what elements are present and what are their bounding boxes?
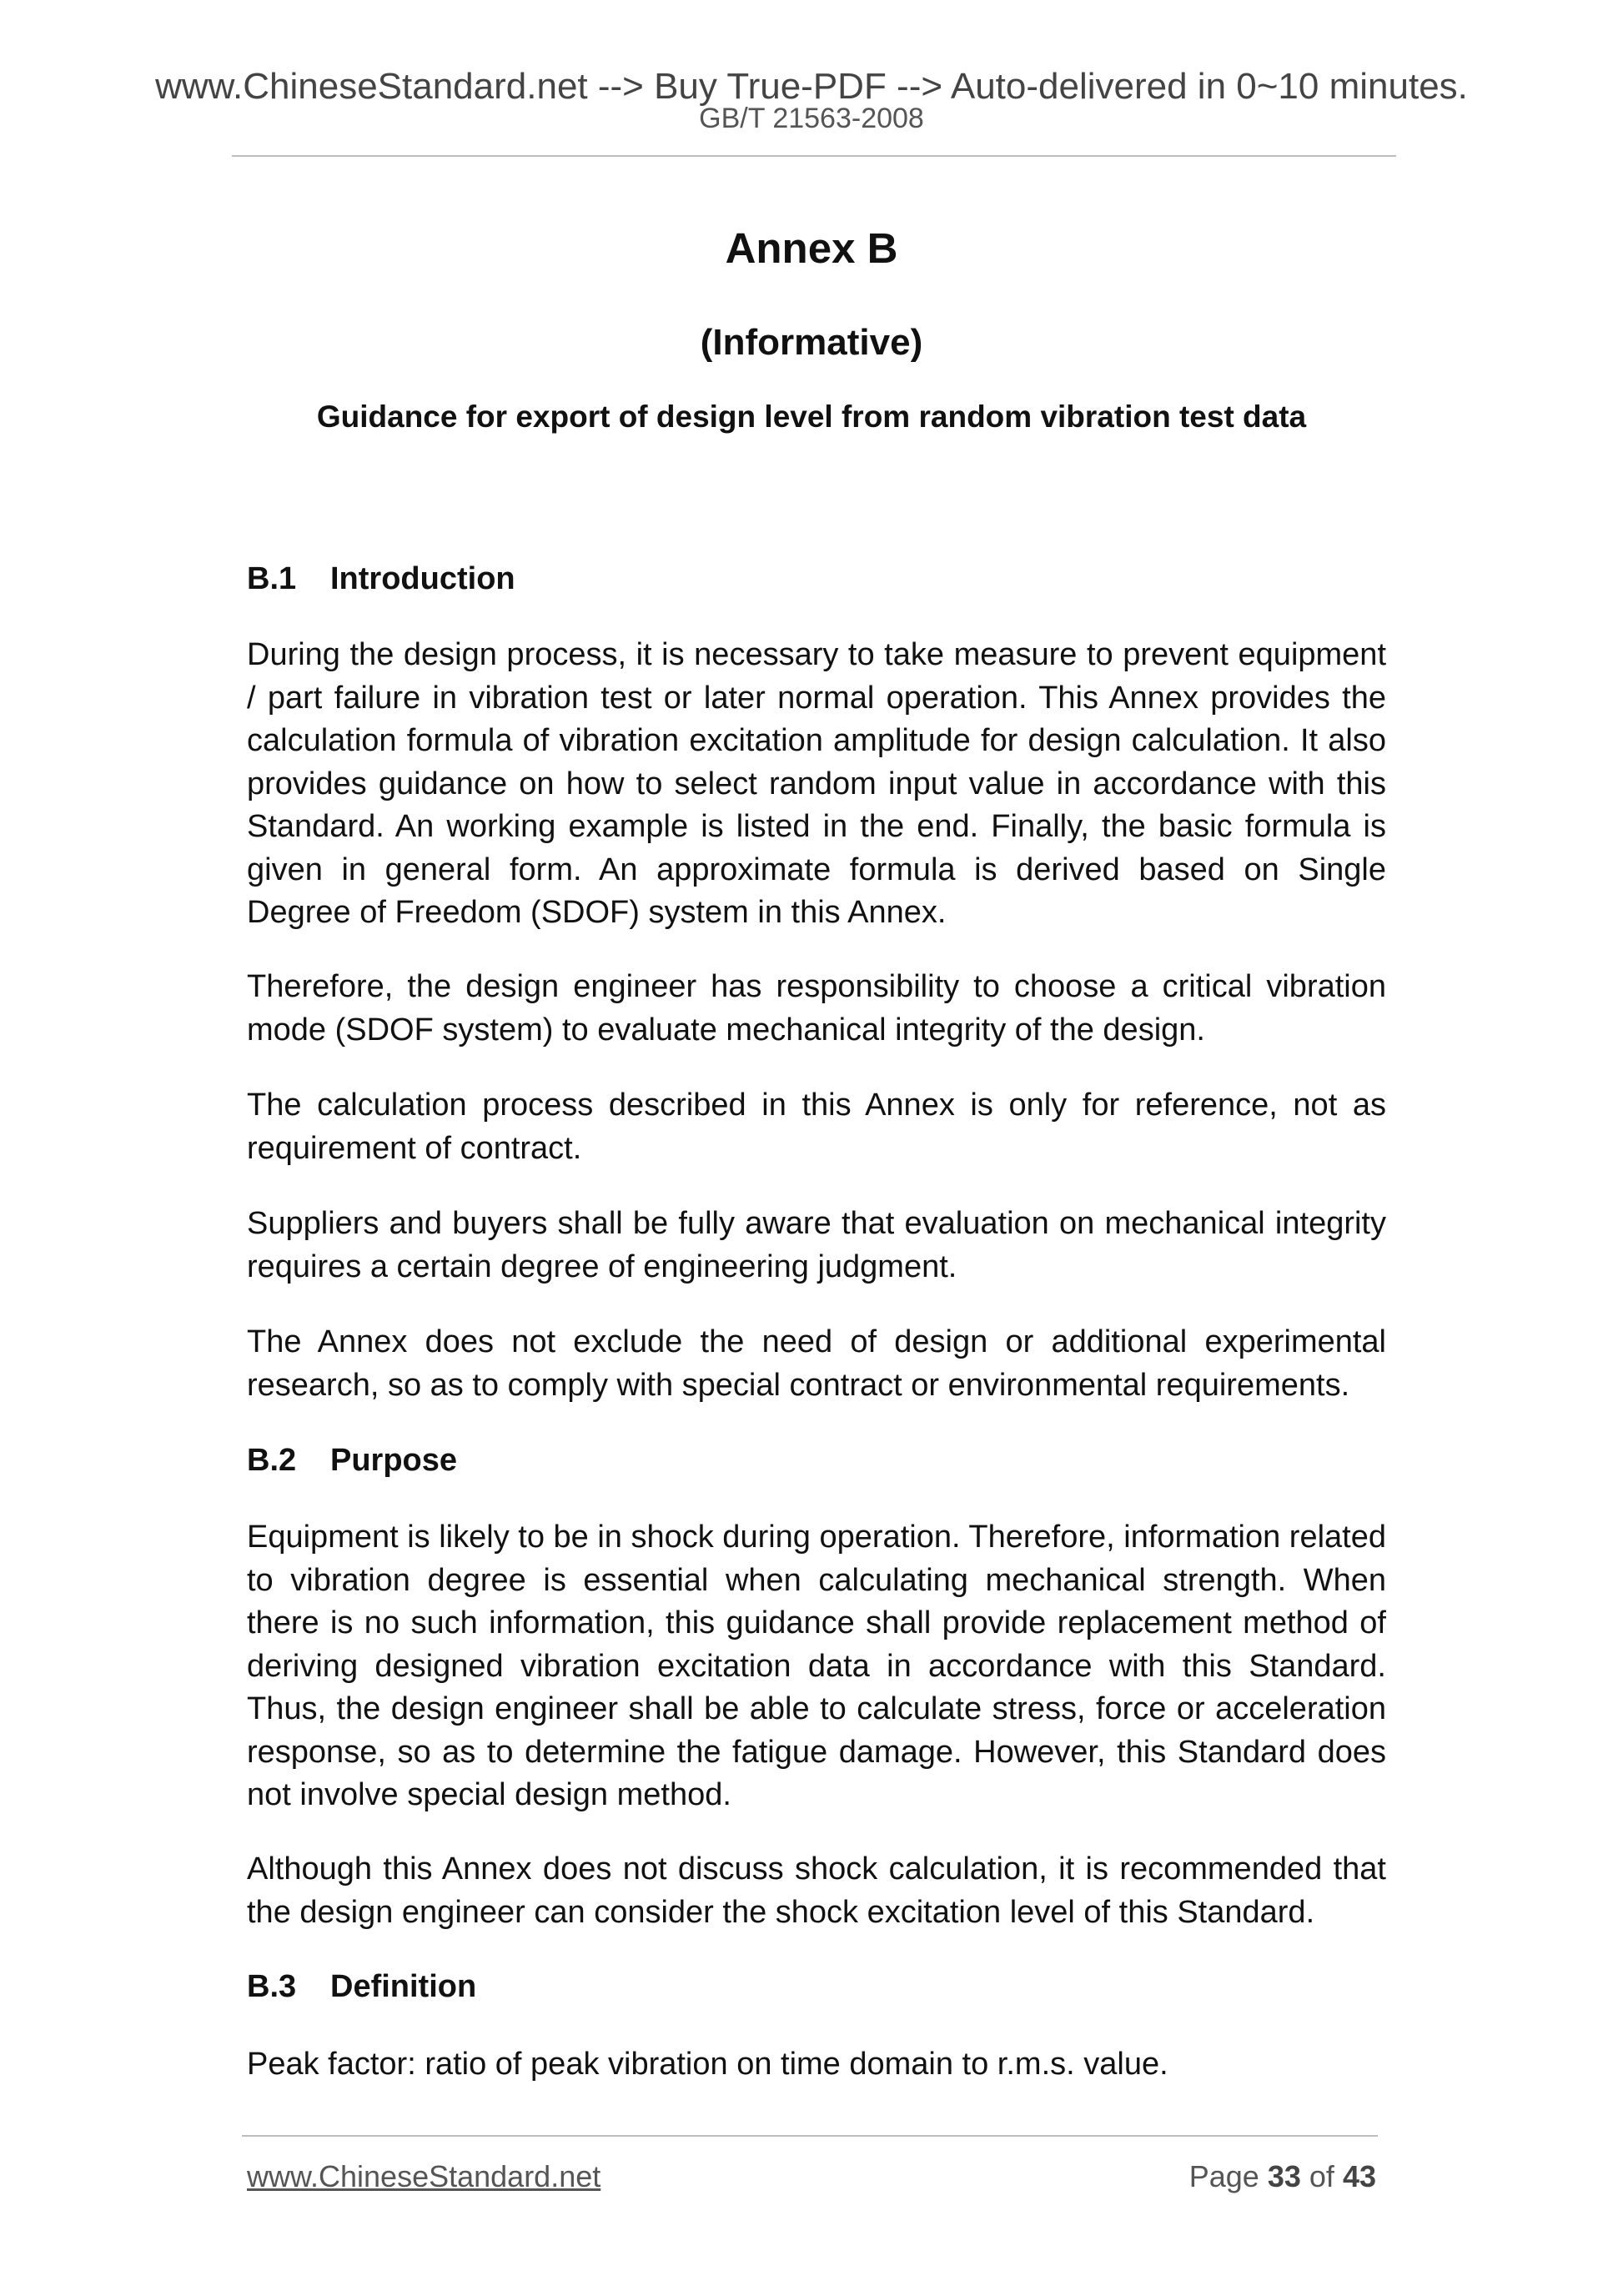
page-indicator	[1189, 2158, 1376, 2195]
section-heading-b2	[247, 1442, 457, 1479]
annex-title: Annex B	[725, 224, 898, 272]
paragraph: Suppliers and buyers shall be fully aware that evaluation on mechanical integrity requires a certain degree of engineering judgment.	[247, 1206, 1386, 1284]
document-code: GB/T 21563-2008	[699, 103, 924, 134]
section-heading-b3	[247, 1968, 476, 2005]
section-number: B.2	[247, 1443, 297, 1478]
page-word: Page	[1188, 2159, 1259, 2193]
section-title: Introduction	[330, 561, 515, 596]
page-total: 43	[1342, 2159, 1376, 2193]
footer-website-link[interactable]: www.ChineseStandard.net	[247, 2159, 601, 2193]
section-heading-b1	[247, 560, 515, 597]
header-banner[interactable]: www.ChineseStandard.net --> Buy True-PDF --> Auto-delivered in 0~10 minutes.	[155, 66, 1468, 107]
paragraph: The Annex does not exclude the need of design or additional experimental research, so as to comply with special contract or environmental requirements.	[247, 1324, 1386, 1403]
section-title: Definition	[330, 1969, 477, 2004]
page-current: 33	[1267, 2159, 1301, 2193]
footer-divider	[242, 2135, 1378, 2137]
annex-description: Guidance for export of design level from random vibration test data	[316, 399, 1307, 434]
section-number: B.1	[247, 561, 297, 596]
paragraph: Although this Annex does not discuss shock calculation, it is recommended that the design engineer can consider the shock excitation level of this Standard.	[247, 1851, 1386, 1930]
paragraph: Therefore, the design engineer has responsibility to choose a critical vibration mode (SDOF system) to evaluate mechanical integrity of the design.	[247, 969, 1386, 1048]
paragraph: During the design process, it is necessary to take measure to prevent equipment / part failure in vibration test or later normal operation. This Annex provides the calculation formula of vibration excitation amplitude for design calculation. It also provides guidance on how to select random input value in accordance with this Standard. An working example is listed in the end. Finally, the basic formula is given in general form. An approximate formula is derived based on Single Degree of Freedom (SDOF) system in this Annex.	[247, 637, 1386, 930]
paragraph: Equipment is likely to be in shock during operation. Therefore, information related to vibration degree is essential when calculating mechanical strength. When there is no such information, this guidance shall provide replacement method of deriving designed vibration excitation data in accordance with this Standard. Thus, the design engineer shall be able to calculate stress, force or acceleration response, so as to determine the fatigue damage. However, this Standard does not involve special design method.	[247, 1520, 1386, 1812]
annex-subtitle: (Informative)	[700, 322, 923, 363]
page-of: of	[1309, 2159, 1334, 2193]
paragraph: The calculation process described in this Annex is only for reference, not as requirement of contract.	[247, 1088, 1386, 1166]
section-title: Purpose	[330, 1443, 458, 1478]
header-divider	[232, 155, 1396, 157]
section-number: B.3	[247, 1969, 297, 2004]
paragraph: Peak factor: ratio of peak vibration on time domain to r.m.s. value.	[247, 2047, 1168, 2082]
